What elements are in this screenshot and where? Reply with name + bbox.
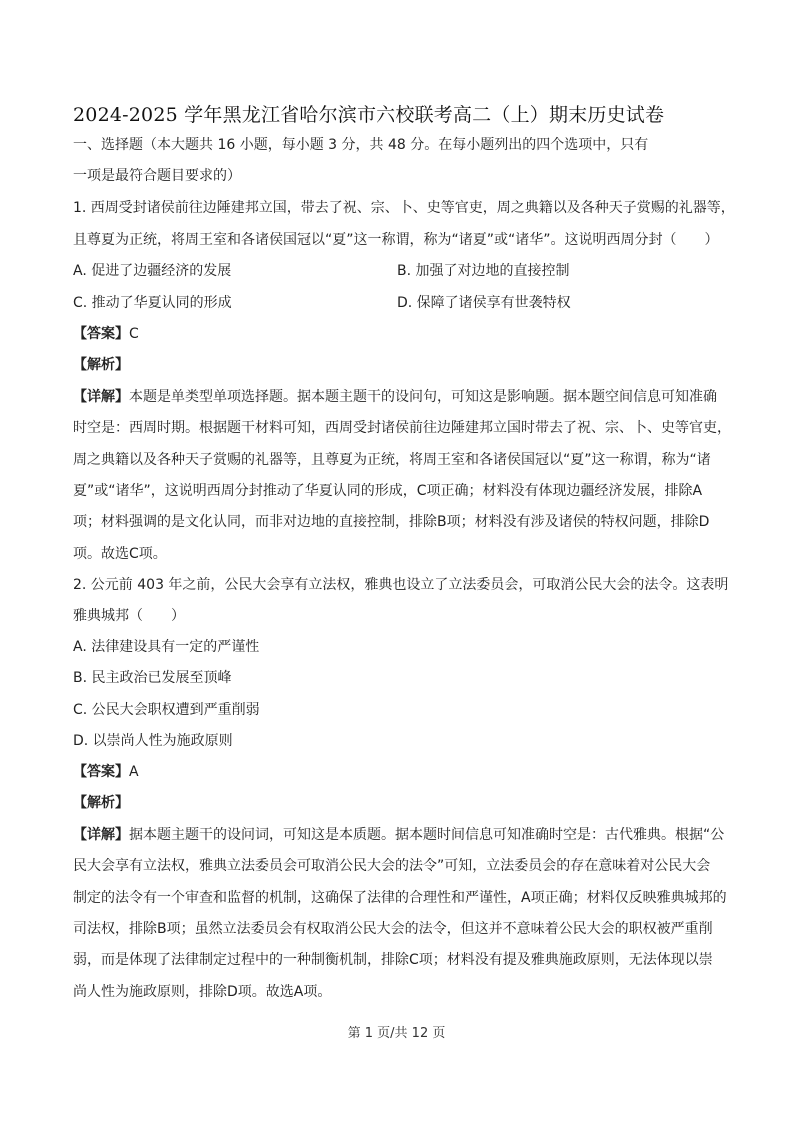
q2-detail-text1: 据本题主题干的设问词，可知这是本质题。据本题时间信息可知准确时空是：古代雅典。根据“公: [129, 827, 725, 843]
q1-stem-line1: 1. 西周受封诸侯前往边陲建邦立国，带去了祝、宗、卜、史等官吏，周之典籍以及各种天子赏赐的礼器等，: [73, 200, 735, 216]
q2-option-b: B. 民主政治已发展至顶峰: [73, 670, 232, 686]
section-instruction-line1: 一、选择题（本大题共 16 小题，每小题 3 分，共 48 分。在每小题列出的四个选项中，只有: [73, 137, 649, 153]
q2-option-c: C. 公民大会职权遭到严重削弱: [73, 702, 260, 718]
q2-detail-line3: 制定的法令有一个审查和监督的机制，这确保了法律的合理性和严谨性，A项正确；材料仅反映雅典城邦的: [73, 890, 727, 906]
section-instruction-line2: 一项是最符合题目要求的）: [73, 168, 241, 184]
q2-detail-line4: 司法权，排除B项；虽然立法委员会有权取消公民大会的法令，但这并不意味着公民大会的职权被严重削: [73, 921, 713, 937]
page-footer: 第 1 页/共 12 页: [347, 1026, 446, 1041]
q1-analysis-heading: 【解析】: [73, 357, 129, 373]
q2-answer-label: 【答案】: [73, 764, 129, 780]
q1-stem-line2: 且尊夏为正统，将周王室和各诸侯国冠以“夏”这一称谓，称为“诸夏”或“诸华”。这说明西周分封（ ）: [73, 232, 719, 248]
q2-detail-label: 【详解】: [73, 827, 129, 843]
q1-detail-line2: 时空是：西周时期。根据题干材料可知，西周受封诸侯前往边陲建邦立国时带去了祝、宗、卜、史等官吏，: [73, 420, 731, 436]
q2-detail-line6: 尚人性为施政原则，排除D项。故选A项。: [73, 984, 332, 1000]
q2-stem-line2: 雅典城邦（ ）: [73, 608, 185, 624]
q1-option-a: A. 促进了边疆经济的发展: [73, 263, 232, 279]
q2-stem-line1: 2. 公元前 403 年之前，公民大会享有立法权，雅典也设立了立法委员会，可取消公民大会的法令。这表明: [73, 577, 729, 593]
q2-detail-line2: 民大会享有立法权，雅典立法委员会可取消公民大会的法令”可知，立法委员会的存在意味着对公民大会: [73, 858, 711, 874]
q2-analysis-heading: 【解析】: [73, 795, 129, 811]
q1-detail-line4: 夏”或“诸华”，这说明西周分封推动了华夏认同的形成，C项正确；材料没有体现边疆经济发展，排除A: [73, 483, 703, 499]
q2-option-d: D. 以崇尚人性为施政原则: [73, 733, 233, 749]
q1-detail-line6: 项。故选C项。: [73, 546, 167, 562]
q1-option-b: B. 加强了对边地的直接控制: [397, 263, 570, 279]
q1-analysis-label: [73, 356, 733, 374]
q2-detail-line1: [73, 826, 733, 844]
q1-option-d: D. 保障了诸侯享有世袭特权: [397, 295, 571, 311]
q2-option-a: A. 法律建设具有一定的严谨性: [73, 639, 260, 655]
q2-answer-value: A: [129, 764, 139, 780]
q1-detail-label: 【详解】: [73, 389, 129, 405]
q1-detail-text1: 本题是单类型单项选择题。据本题主题干的设问句，可知这是影响题。据本题空间信息可知准确: [129, 389, 717, 405]
q1-option-c: C. 推动了华夏认同的形成: [73, 295, 232, 311]
q1-answer: [73, 325, 733, 343]
q1-detail-line5: 项；材料强调的是文化认同，而非对边地的直接控制，排除B项；材料没有涉及诸侯的特权问题，排除D: [73, 514, 710, 530]
page-title: 2024-2025 学年黑龙江省哈尔滨市六校联考高二（上）期末历史试卷: [73, 104, 665, 126]
q2-answer: [73, 763, 733, 781]
q1-detail-line1: [73, 388, 733, 406]
q1-detail-line3: 周之典籍以及各种天子赏赐的礼器等，且尊夏为正统，将周王室和各诸侯国冠以“夏”这一称谓，称为“诸: [73, 452, 711, 468]
q1-answer-label: 【答案】: [73, 326, 129, 342]
q2-analysis-label: [73, 794, 733, 812]
q2-detail-line5: 弱，而是体现了法律制定过程中的一种制衡机制，排除C项；材料没有提及雅典施政原则，无法体现以崇: [73, 952, 713, 968]
q1-answer-value: C: [129, 326, 139, 342]
